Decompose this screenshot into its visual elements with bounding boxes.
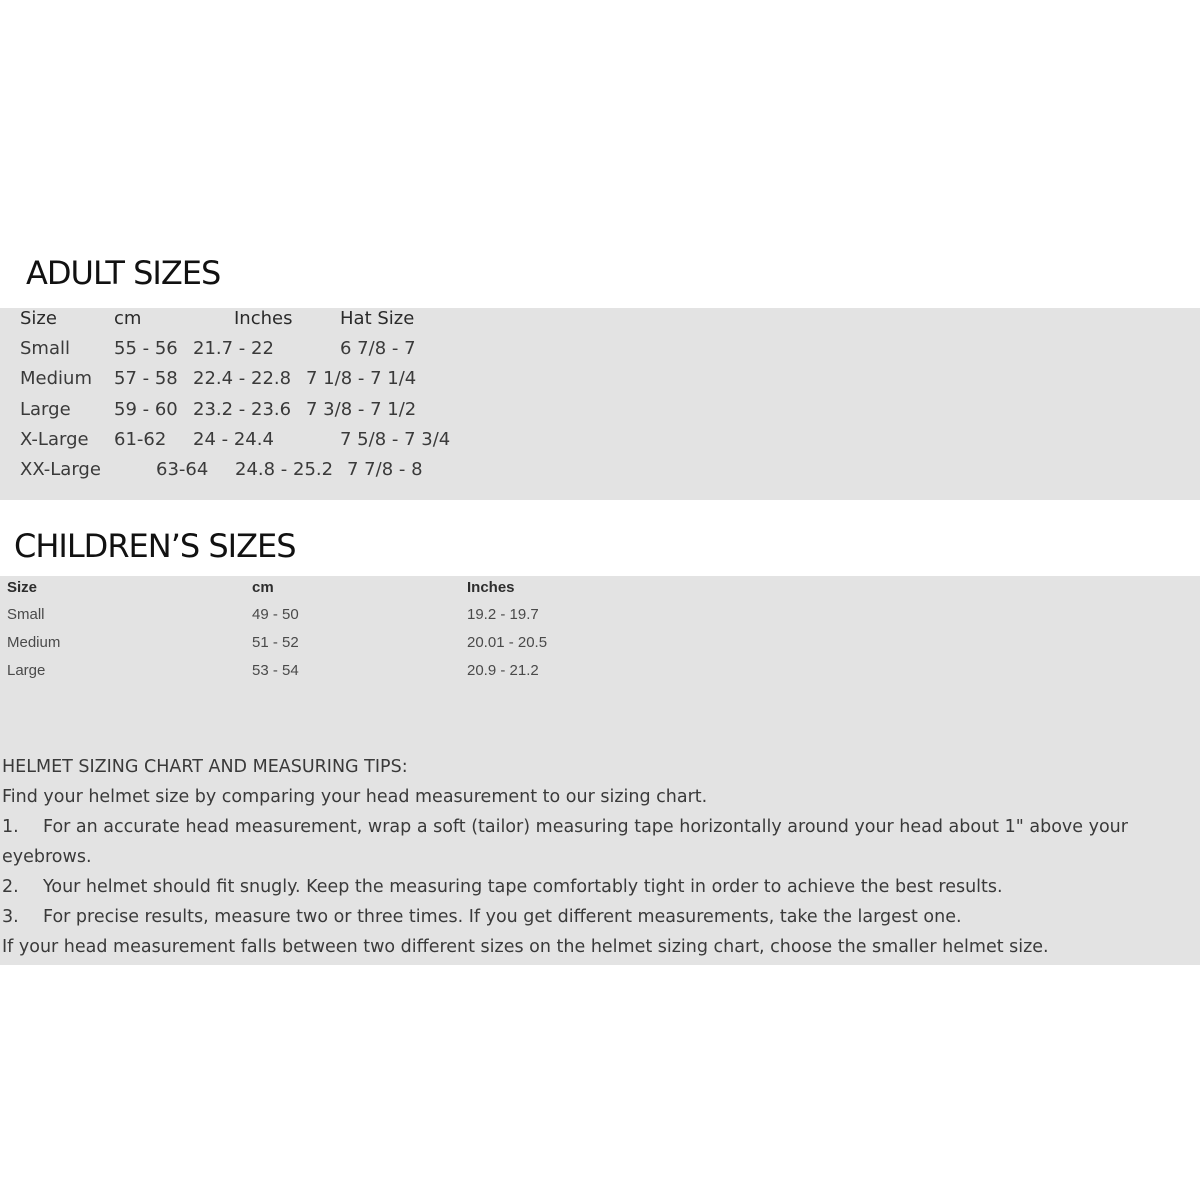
children-row-cm: 49 - 50 [252, 606, 299, 623]
adult-size-table [0, 308, 1200, 500]
adult-row-cm: 63-64 [156, 459, 209, 480]
children-row-inches: 20.01 - 20.5 [467, 634, 548, 651]
adult-row-cm: 59 - 60 [114, 399, 178, 420]
adult-row-hat-size: 7 5/8 - 7 3/4 [340, 429, 451, 450]
children-row-size: Small [7, 606, 45, 623]
adult-row-hat-size: 7 3/8 - 7 1/2 [306, 399, 417, 420]
adult-header-inches: Inches [234, 308, 293, 329]
adult-header-cm: cm [114, 308, 142, 329]
adult-row-size: X-Large [20, 429, 89, 450]
tips-step [2, 872, 1198, 902]
adult-row-hat-size: 7 7/8 - 8 [347, 459, 423, 480]
adult-sizes-title: ADULT SIZES [26, 254, 221, 292]
step-text: Your helmet should fit snugly. Keep the measuring tape comfortably tight in order to achieve the best results. [43, 877, 1003, 897]
tips-intro: Find your helmet size by comparing your head measurement to our sizing chart. [2, 787, 708, 807]
adult-row-cm: 57 - 58 [114, 368, 178, 389]
adult-header-hat-size: Hat Size [340, 308, 415, 329]
adult-row-cm: 61-62 [114, 429, 167, 450]
adult-row-hat-size: 6 7/8 - 7 [340, 338, 416, 359]
step-number: 2. [2, 877, 19, 897]
children-row-size: Large [7, 662, 46, 679]
adult-row-size: Medium [20, 368, 92, 389]
measuring-tips [2, 752, 1198, 962]
adult-row-inches: 23.2 - 23.6 [193, 399, 292, 420]
adult-row-inches: 22.4 - 22.8 [193, 368, 292, 389]
tips-heading: HELMET SIZING CHART AND MEASURING TIPS: [2, 757, 408, 777]
children-row-inches: 19.2 - 19.7 [467, 606, 539, 623]
adult-row-inches: 21.7 - 22 [193, 338, 274, 359]
tips-step [2, 812, 1198, 872]
tips-footer: If your head measurement falls between two different sizes on the helmet sizing chart, choose the smaller helmet size. [2, 937, 1049, 957]
step-text: For an accurate head measurement, wrap a soft (tailor) measuring tape horizontally around your head about 1" above your eyebrows. [2, 817, 1128, 867]
adult-row-inches: 24.8 - 25.2 [235, 459, 334, 480]
tips-step [2, 902, 1198, 932]
children-header-inches: Inches [467, 579, 515, 596]
children-header-size: Size [7, 579, 38, 596]
children-sizes-title: CHILDREN’S SIZES [14, 527, 296, 565]
children-row-cm: 53 - 54 [252, 662, 299, 679]
step-number: 1. [2, 817, 19, 837]
adult-header-size: Size [20, 308, 57, 329]
children-row-size: Medium [7, 634, 61, 651]
step-text: For precise results, measure two or three times. If you get different measurements, take the largest one. [43, 907, 962, 927]
step-number: 3. [2, 907, 19, 927]
children-header-cm: cm [252, 579, 274, 596]
adult-row-cm: 55 - 56 [114, 338, 178, 359]
children-row-inches: 20.9 - 21.2 [467, 662, 539, 679]
adult-row-hat-size: 7 1/8 - 7 1/4 [306, 368, 417, 389]
adult-row-size: XX-Large [20, 459, 101, 480]
adult-row-size: Small [20, 338, 70, 359]
children-row-cm: 51 - 52 [252, 634, 299, 651]
adult-row-size: Large [20, 399, 71, 420]
adult-row-inches: 24 - 24.4 [193, 429, 274, 450]
